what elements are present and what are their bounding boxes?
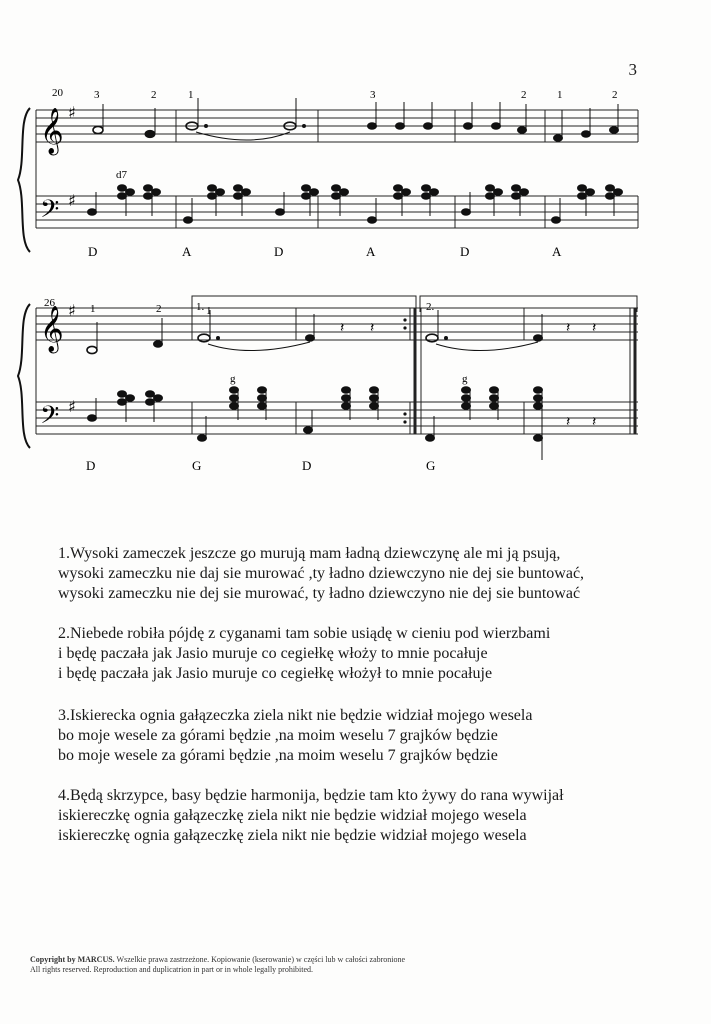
volta-1-label: 1.: [196, 301, 205, 313]
chord-symbol: D: [274, 244, 284, 259]
bass-clef-icon: 𝄢: [40, 195, 60, 230]
chord-symbol: D: [88, 244, 98, 259]
chord-symbol: A: [366, 244, 376, 259]
svg-text:𝄽: 𝄽: [566, 414, 571, 430]
fingering: 1: [206, 305, 212, 317]
bass-annotation: g: [462, 373, 468, 385]
svg-text:♯: ♯: [68, 103, 76, 122]
volta-2-label: 2.: [426, 301, 435, 313]
fingering: 2: [612, 89, 618, 101]
lyric-line: i będę paczała jak Jasio muruje co cegiełkę włożył to mnie pocałuje: [58, 665, 493, 682]
svg-text:𝄽: 𝄽: [340, 320, 345, 336]
verse-3: [58, 706, 658, 766]
music-system-2: [0, 294, 711, 494]
chord-symbol: A: [182, 244, 192, 259]
fingering: 2: [156, 303, 162, 315]
verse-1: [58, 544, 658, 604]
chord-symbol: D: [302, 458, 312, 473]
measure-number: 26: [44, 297, 55, 309]
page-number: 3: [628, 60, 637, 79]
chord-symbol: A: [552, 244, 562, 259]
lyric-line: 3.Iskierecka ognia gałązeczka ziela nikt nie będzie widział mojego wesela: [58, 707, 533, 724]
svg-text:♯: ♯: [68, 301, 76, 320]
lyric-line: 1.Wysoki zameczek jeszcze go murują mam ładną dziewczynę ale mi ją psują,: [58, 545, 561, 562]
lyric-line: wysoki zameczku nie dej sie murować, ty ładno dziewczyno nie dej sie buntować: [58, 585, 581, 602]
svg-text:♯: ♯: [68, 397, 76, 416]
svg-text:𝄽: 𝄽: [370, 320, 375, 336]
lyric-line: 4.Będą skrzypce, basy będzie harmonija, będzie tam kto żywy do rana wywijał: [58, 787, 564, 804]
svg-text:𝄽: 𝄽: [592, 414, 597, 430]
fingering: 3: [94, 89, 100, 101]
verse-2: [58, 624, 658, 684]
treble-clef-icon: 𝄞: [40, 306, 64, 352]
fingering: 1: [188, 89, 194, 101]
lyric-line: iskiereczkę ognia gałązeczkę ziela nikt nie będzie widział mojego wesela: [58, 807, 527, 824]
lyric-line: i będę paczała jak Jasio muruje co cegiełkę włoży to mnie pocałuje: [58, 645, 488, 662]
fingering: 1: [90, 303, 96, 315]
copyright-brand: Copyright by MARCUS.: [30, 955, 115, 964]
bass-annotation: d7: [116, 169, 127, 181]
verse-4: [58, 786, 658, 846]
copyright-line-1: Wszelkie prawa zastrzeżone. Kopiowanie (kserowanie) w części lub w całości zabronione: [114, 955, 406, 964]
chord-symbol: G: [426, 458, 436, 473]
bass-clef-icon: 𝄢: [40, 401, 60, 436]
svg-text:𝄽: 𝄽: [592, 320, 597, 336]
chord-symbol: G: [192, 458, 202, 473]
lyric-line: wysoki zameczku nie daj sie murować ,ty ładno dziewczyno nie dej sie buntować,: [58, 565, 585, 582]
measure-number: 20: [52, 87, 63, 99]
chord-symbol: D: [86, 458, 96, 473]
chord-symbol: D: [460, 244, 470, 259]
fingering: 1: [557, 89, 563, 101]
svg-text:♯: ♯: [68, 191, 76, 210]
lyric-line: bo moje wesele za górami będzie ,na moim weselu 7 grajków będzie: [58, 747, 498, 764]
svg-text:𝄽: 𝄽: [566, 320, 571, 336]
bass-annotation: g: [230, 373, 236, 385]
treble-clef-icon: 𝄞: [40, 108, 64, 154]
fingering: 2: [521, 89, 527, 101]
lyric-line: bo moje wesele za górami będzie ,na moim weselu 7 grajków będzie: [58, 727, 498, 744]
fingering: 2: [151, 89, 157, 101]
lyric-line: 2.Niebede robiła pójdę z cyganami tam sobie usiądę w cieniu pod wierzbami: [58, 625, 551, 642]
copyright-notice: [30, 955, 405, 975]
fingering: 3: [370, 89, 376, 101]
copyright-line-2: All rights reserved. Reproduction and duplicatrion in part or in whole legally prohibited.: [30, 965, 314, 974]
lyric-line: iskiereczkę ognia gałązeczkę ziela nikt nie będzie widział mojego wesela: [58, 827, 527, 844]
